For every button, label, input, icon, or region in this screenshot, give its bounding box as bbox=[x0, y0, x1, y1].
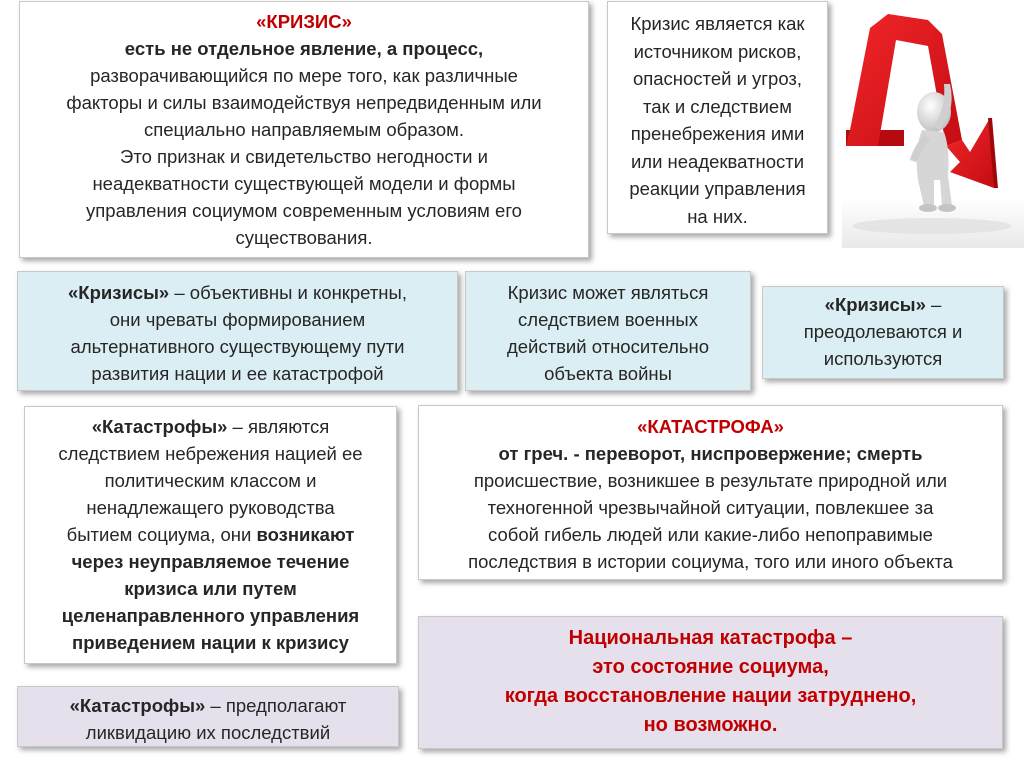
crisis-bold-line: есть не отдельное явление, а процесс, bbox=[124, 38, 484, 59]
crisis-source-line: или неадекватности bbox=[630, 150, 805, 172]
crises-objective-box bbox=[17, 271, 458, 391]
catastrophes-liquidation-line: ликвидацию их последствий bbox=[85, 722, 331, 743]
crises-overcome-line: «Кризисы» – bbox=[824, 294, 942, 315]
crises-term: «Кризисы» bbox=[824, 294, 926, 315]
catastrophes-neglect-line: следствием небрежения нацией ее bbox=[58, 443, 363, 464]
crisis-source-line: реакции управления bbox=[629, 178, 806, 199]
catastrophe-text-line: последствия в истории социума, того или иного объекта bbox=[468, 551, 953, 572]
catastrophe-definition-box bbox=[418, 405, 1003, 580]
crises-term: «Кризисы» bbox=[68, 282, 170, 303]
catastrophes-liquidation-line: «Катастрофы» – предполагают bbox=[69, 695, 347, 716]
crisis-text-line: управления социумом современным условиям его bbox=[86, 200, 522, 221]
crisis-title: «КРИЗИС» bbox=[256, 11, 352, 32]
crisis-war-line: объекта войны bbox=[544, 363, 672, 384]
crises-objective-line: развития нации и ее катастрофой bbox=[91, 363, 384, 384]
catastrophes-term: «Катастрофы» bbox=[69, 695, 206, 716]
crisis-source-line: на них. bbox=[687, 205, 748, 227]
crisis-source-line: пренебрежения ими bbox=[630, 123, 805, 144]
catastrophe-title: «КАТАСТРОФА» bbox=[637, 416, 784, 437]
crises-objective-line: они чреваты формированием bbox=[109, 309, 366, 330]
crisis-source-line: Кризис является как bbox=[630, 13, 805, 34]
national-catastrophe-line: когда восстановление нации затруднено, bbox=[504, 685, 917, 707]
crisis-text-line: факторы и силы взаимодействуя непредвиденным или bbox=[66, 92, 542, 113]
person-supporting-red-arrow-icon bbox=[842, 0, 1024, 248]
catastrophe-text-line: происшествие, возникшее в результате природной или bbox=[473, 470, 948, 491]
national-catastrophe-line: это состояние социума, bbox=[592, 656, 829, 678]
crisis-war-line: действий относительно bbox=[506, 336, 710, 357]
crisis-text-line: существования. bbox=[235, 227, 373, 248]
crisis-illustration bbox=[842, 0, 1024, 248]
crisis-source-line: источником рисков, bbox=[633, 40, 802, 62]
catastrophes-neglect-box bbox=[24, 406, 397, 664]
crisis-source-line: опасностей и угроз, bbox=[632, 68, 803, 89]
crisis-war-line: Кризис может являться bbox=[507, 282, 709, 303]
crises-overcome-line: преодолеваются и bbox=[803, 321, 963, 342]
catastrophes-neglect-bold-line: целенаправленного управления bbox=[61, 605, 360, 626]
catastrophes-liquidation-box bbox=[17, 686, 399, 747]
catastrophe-bold-line: от греч. - переворот, ниспровержение; смерть bbox=[498, 443, 923, 464]
crises-objective-line: «Кризисы» – объективны и конкретны, bbox=[68, 282, 407, 303]
national-catastrophe-box bbox=[418, 616, 1003, 749]
crisis-source-box bbox=[607, 1, 828, 234]
crises-objective-line: альтернативного существующему пути bbox=[70, 336, 405, 357]
national-catastrophe-line: но возможно. bbox=[643, 714, 778, 736]
crisis-war-box bbox=[465, 271, 751, 391]
crisis-text-line: Это признак и свидетельство негодности и bbox=[120, 146, 488, 167]
catastrophes-neglect-bold-line: через неуправляемое течение bbox=[71, 551, 350, 572]
national-catastrophe-line: Национальная катастрофа – bbox=[568, 627, 853, 649]
crisis-definition-box bbox=[19, 1, 589, 258]
crises-overcome-line: используются bbox=[823, 348, 943, 369]
crisis-text-line: специально направляемым образом. bbox=[143, 119, 464, 140]
catastrophes-neglect-bold-line: приведением нации к кризису bbox=[72, 632, 349, 653]
catastrophes-neglect-line: ненадлежащего руководства bbox=[86, 497, 335, 518]
crisis-war-line: следствием военных bbox=[518, 309, 698, 330]
catastrophes-neglect-bold-line: кризиса или путем bbox=[124, 578, 297, 599]
catastrophe-text-line: техногенной чрезвычайной ситуации, повлекшее за bbox=[487, 497, 934, 518]
crisis-text-line: разворачивающийся по мере того, как различные bbox=[90, 65, 518, 86]
crisis-source-line: так и следствием bbox=[643, 95, 792, 117]
catastrophes-neglect-line: политическим классом и bbox=[104, 470, 317, 491]
crisis-text-line: неадекватности существующей модели и формы bbox=[92, 173, 516, 194]
crises-overcome-box bbox=[762, 286, 1004, 379]
catastrophes-term: «Катастрофы» bbox=[91, 416, 228, 437]
catastrophes-neglect-line: «Катастрофы» – являются bbox=[91, 416, 330, 437]
catastrophe-text-line: собой гибель людей или какие-либо непоправимые bbox=[488, 524, 933, 545]
catastrophes-neglect-line: бытием социума, они возникают bbox=[66, 524, 355, 545]
